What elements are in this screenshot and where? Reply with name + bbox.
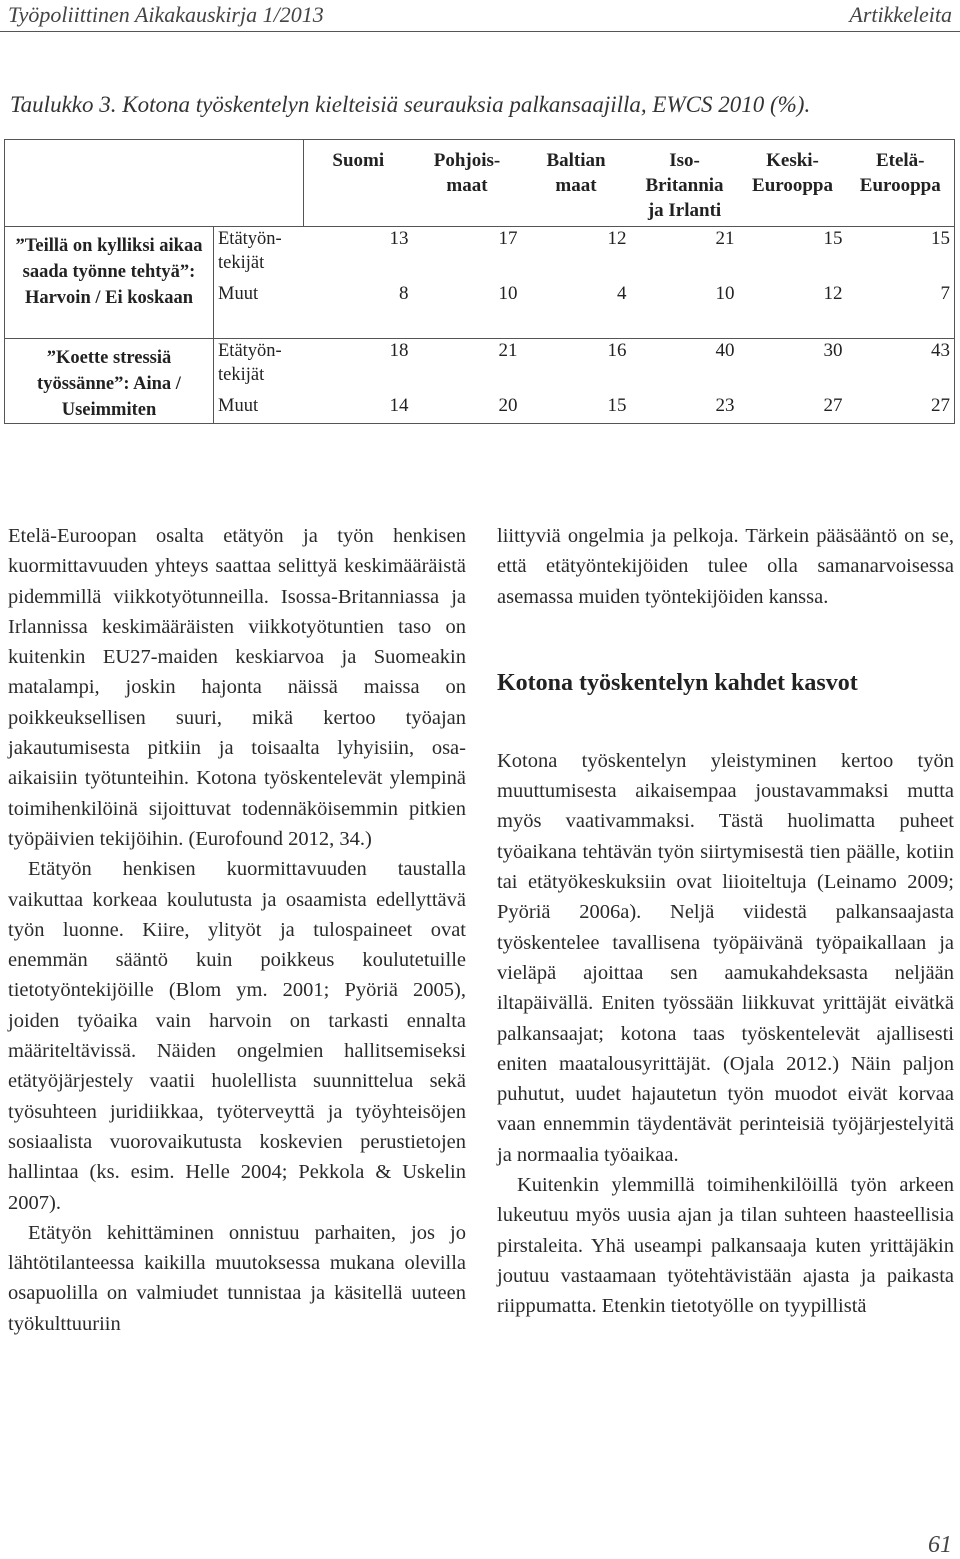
column-header: Etelä- Eurooppa (847, 140, 955, 227)
table-corner-group (214, 140, 304, 227)
row-group-label: Muut (214, 394, 304, 424)
table-cell: 15 (739, 227, 847, 282)
journal-title: Työpoliittinen Aikakauskirja 1/2013 (8, 2, 324, 27)
table-cell: 8 (304, 282, 413, 339)
question-label: ”Koette stressiä työssänne”: Aina / Useimmiten (5, 339, 214, 424)
table-cell: 17 (413, 227, 522, 282)
table-cell: 21 (631, 227, 739, 282)
table-cell: 40 (631, 339, 739, 394)
table-cell: 43 (847, 339, 955, 394)
right-column (497, 521, 954, 1322)
table-cell: 23 (631, 394, 739, 424)
row-group-label: Etätyön- tekijät (214, 339, 304, 394)
question-label: ”Teillä on kylliksi aikaa saada työnne tehtyä”: Harvoin / Ei koskaan (5, 227, 214, 339)
table-cell: 15 (847, 227, 955, 282)
page-number: 61 (928, 1532, 952, 1558)
table-cell: 12 (739, 282, 847, 339)
table-cell: 15 (522, 394, 631, 424)
paragraph: Etätyön henkisen kuormittavuuden taustalla vaikuttaa korkeaa koulutusta ja osaamista edellyttävä työn luonne. Kiire, ylityöt ja tulospaineet ovat enemmän sääntö kuin poikkeus koulutetuille tietotyöntekijöille (Blom ym. 2001; Pyöriä 2005), joiden työaika vain harvoin on tarkasti ennalta määriteltävissä. Näiden ongelmien hallitsemiseksi etätyöjärjestely vaatii huolellista suunnittelua sekä työsuhteen juridiikkaa, työterveyttä ja työyhteisöjen sosiaalista vuorovaikutusta koskevien perustietojen hallintaa (ks. esim. Helle 2004; Pekkola & Uskelin 2007). (8, 858, 466, 1214)
table-caption: Taulukko 3. Kotona työskentelyn kielteisiä seurauksia palkansaajilla, EWCS 2010 (%). (10, 92, 811, 117)
column-header: Pohjois- maat (413, 140, 522, 227)
table-cell: 27 (739, 394, 847, 424)
column-header: Keski- Eurooppa (739, 140, 847, 227)
table-cell: 12 (522, 227, 631, 282)
table-cell: 13 (304, 227, 413, 282)
table-cell: 20 (413, 394, 522, 424)
table-cell: 4 (522, 282, 631, 339)
paragraph: Kuitenkin ylemmillä toimihenkilöillä työn arkeen lukeutuu myös uusia ajan ja tilan suhteen haasteellisia pirstaleita. Yhä useampi palkansaaja kuten yrittäjäkin joutuu vastaamaan työtehtävistään ajasta ja paikasta riippumatta. Etenkin tietotyölle on tyypillistä (497, 1174, 954, 1318)
paragraph: liittyviä ongelmia ja pelkoja. Tärkein pääsääntö on se, että etätyöntekijöiden tulee olla samanarvoisessa asemassa muiden työntekijöiden kanssa. (497, 525, 954, 608)
table-cell: 21 (413, 339, 522, 394)
section-heading: Kotona työskentelyn kahdet kasvot (497, 669, 858, 696)
row-group-label: Muut (214, 282, 304, 339)
column-header: Baltian maat (522, 140, 631, 227)
running-header (8, 0, 952, 30)
table-cell: 30 (739, 339, 847, 394)
table-cell: 18 (304, 339, 413, 394)
table-cell: 7 (847, 282, 955, 339)
column-header: Suomi (304, 140, 413, 227)
table-cell: 27 (847, 394, 955, 424)
header-rule (0, 31, 960, 32)
section-label: Artikkeleita (849, 2, 952, 27)
data-table (4, 139, 955, 424)
table-cell: 16 (522, 339, 631, 394)
column-header: Iso- Britannia ja Irlanti (631, 140, 739, 227)
paragraph: Etelä-Euroopan osalta etätyön ja työn henkisen kuormittavuuden yhteys saattaa selittyä keskimääräistä pidemmillä viikkotyötunneilla. Isossa-Britanniassa ja Irlannissa keskimääräisten viikkotyötuntien taso on kuitenkin EU27-maiden keskiarvoa ja Suomeakin matalampi, joskin hajonta näissä maissa on poikkeuksellisen suuri, mikä kertoo työajan jakautumisesta pitkiin ja toisaalta lyhyisiin, osa-aikaisiin työtunteihin. Kotona työskentelevät ylempinä toimihenkilöinä sijoittuvat todennäköisemmin pitkien työpäivien tekijöihin. (Eurofound 2012, 34.) (8, 525, 466, 850)
left-column (8, 521, 466, 1339)
row-group-label: Etätyön- tekijät (214, 227, 304, 282)
paragraph: Etätyön kehittäminen onnistuu parhaiten, jos jo lähtötilanteessa kaikilla muutoksessa mukana olevilla osapuolilla on valmiudet tunnistaa ja käsitellä uuteen työkulttuuriin (8, 1221, 466, 1335)
table-cell: 14 (304, 394, 413, 424)
table-cell: 10 (631, 282, 739, 339)
paragraph: Kotona työskentelyn yleistyminen kertoo työn muuttumisesta aikaisempaa joustavammaksi mutta myös vaativammaksi. Tästä huolimatta puheet työaikana tehtävän työn siirtymisestä tien päälle, kotiin tai etätyökeskuksiin ovat liioiteltuja (Leinamo 2009; Pyöriä 2006a). Neljä viidestä palkansaajasta työskentelee tavallisena työpäivänä työpaikallaan ja vieläpä ajoittaa sen aamukahdeksasta neljään iltapäivällä. Eniten työssään liikkuvat yrittäjät eivätkä palkansaajat; kotona taas työskentelevät ajallisesti eniten maatalousyrittäjät. (Ojala 2012.) Näin paljon puhutut, uudet hajautetun työn muodot eivät korvaa vaan ennemmin täydentävät perinteisiä työjärjestelyitä ja normaalia työaikaa. (497, 749, 954, 1166)
table-cell: 10 (413, 282, 522, 339)
table-corner (5, 140, 214, 227)
